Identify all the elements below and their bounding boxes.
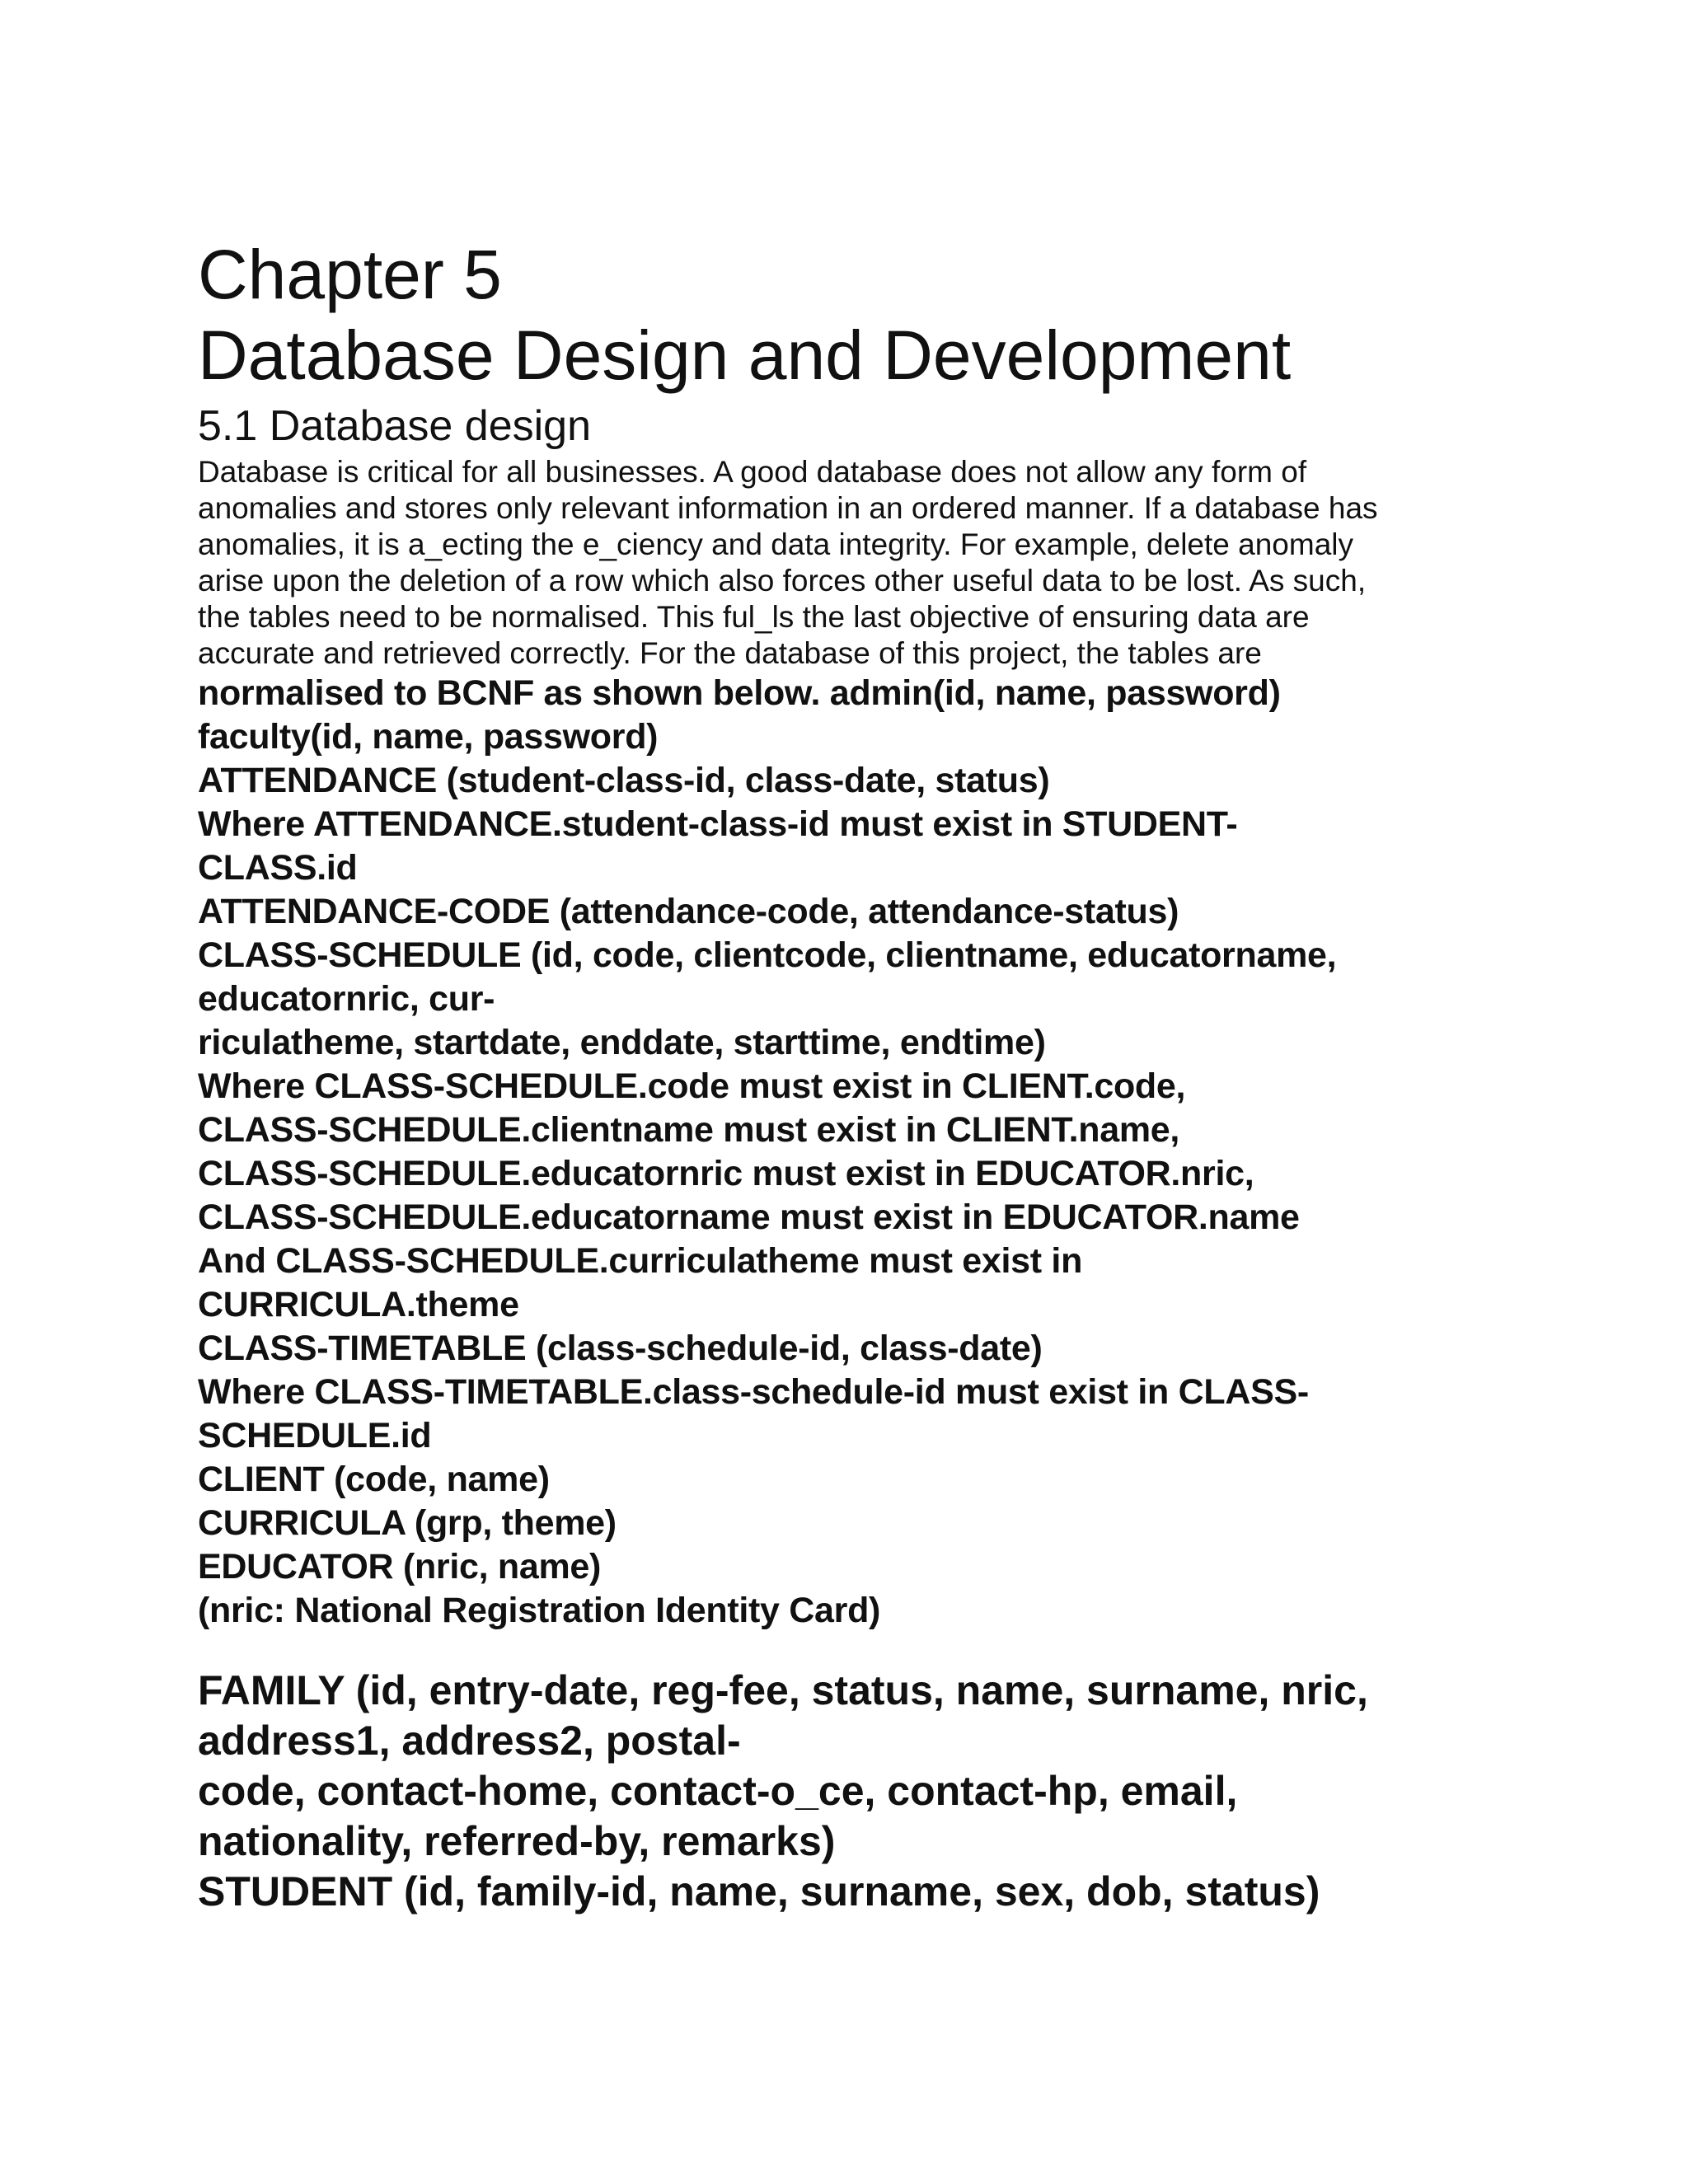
schema-line: CLASS.id	[198, 848, 358, 888]
schema-line: normalised to BCNF as shown below. admin(id, name, password)	[198, 673, 1281, 713]
paragraph-line: Database is critical for all businesses. A good database does not allow any form of	[198, 455, 1307, 489]
schema-line: (nric: National Registration Identity Card)	[198, 1591, 881, 1630]
chapter-title: Database Design and Development	[198, 316, 1292, 394]
schema-line: CLASS-TIMETABLE (class-schedule-id, class-date)	[198, 1329, 1043, 1368]
paragraph-line: anomalies and stores only relevant information in an ordered manner. If a database has	[198, 491, 1378, 525]
schema-line: CLIENT (code, name)	[198, 1460, 550, 1499]
schema-line: ATTENDANCE-CODE (attendance-code, attendance-status)	[198, 892, 1179, 931]
paragraph-line: arise upon the deletion of a row which also forces other useful data to be lost. As such,	[198, 564, 1367, 598]
schema-line: riculatheme, startdate, enddate, starttime, endtime)	[198, 1023, 1046, 1062]
schema-line-large: code, contact-home, contact-o_ce, contact-hp, email,	[198, 1768, 1238, 1814]
schema-line: CLASS-SCHEDULE.educatornric must exist in EDUCATOR.nric,	[198, 1154, 1254, 1193]
schema-line: CLASS-SCHEDULE.educatorname must exist in EDUCATOR.name	[198, 1197, 1300, 1237]
schema-line-large: nationality, referred-by, remarks)	[198, 1818, 836, 1864]
schema-list	[198, 672, 1500, 1633]
schema-line: faculty(id, name, password)	[198, 717, 659, 757]
schema-line: SCHEDULE.id	[198, 1416, 432, 1455]
schema-line: Where CLASS-TIMETABLE.class-schedule-id must exist in CLASS-	[198, 1372, 1309, 1412]
paragraph-line: accurate and retrieved correctly. For the database of this project, the tables are	[198, 636, 1262, 670]
schema-line: EDUCATOR (nric, name)	[198, 1547, 602, 1586]
schema-line-large: address1, address2, postal-	[198, 1718, 741, 1764]
section-heading: 5.1 Database design	[198, 402, 592, 450]
schema-line: CURRICULA.theme	[198, 1285, 519, 1324]
schema-line: Where ATTENDANCE.student-class-id must exist in STUDENT-	[198, 804, 1238, 844]
schema-line: Where CLASS-SCHEDULE.code must exist in CLIENT.code,	[198, 1066, 1186, 1106]
chapter-label: Chapter 5	[198, 236, 502, 313]
paragraph-line: the tables need to be normalised. This ful_ls the last objective of ensuring data are	[198, 600, 1310, 634]
schema-list-large	[198, 1666, 1500, 1917]
paragraph-line: anomalies, it is a_ecting the e_ciency and data integrity. For example, delete anomaly	[198, 527, 1353, 561]
document-page	[198, 235, 1500, 1917]
schema-line: CURRICULA (grp, theme)	[198, 1503, 617, 1543]
schema-line-large: FAMILY (id, entry-date, reg-fee, status, name, surname, nric,	[198, 1667, 1368, 1713]
schema-line-large: STUDENT (id, family-id, name, surname, sex, dob, status)	[198, 1868, 1320, 1915]
intro-paragraph	[198, 454, 1500, 672]
schema-line: CLASS-SCHEDULE.clientname must exist in CLIENT.name,	[198, 1110, 1180, 1150]
schema-line: educatornric, cur-	[198, 979, 495, 1019]
schema-line: And CLASS-SCHEDULE.curriculatheme must exist in	[198, 1241, 1083, 1281]
schema-line: ATTENDANCE (student-class-id, class-date, status)	[198, 761, 1050, 800]
schema-line: CLASS-SCHEDULE (id, code, clientcode, clientname, educatorname,	[198, 935, 1337, 975]
